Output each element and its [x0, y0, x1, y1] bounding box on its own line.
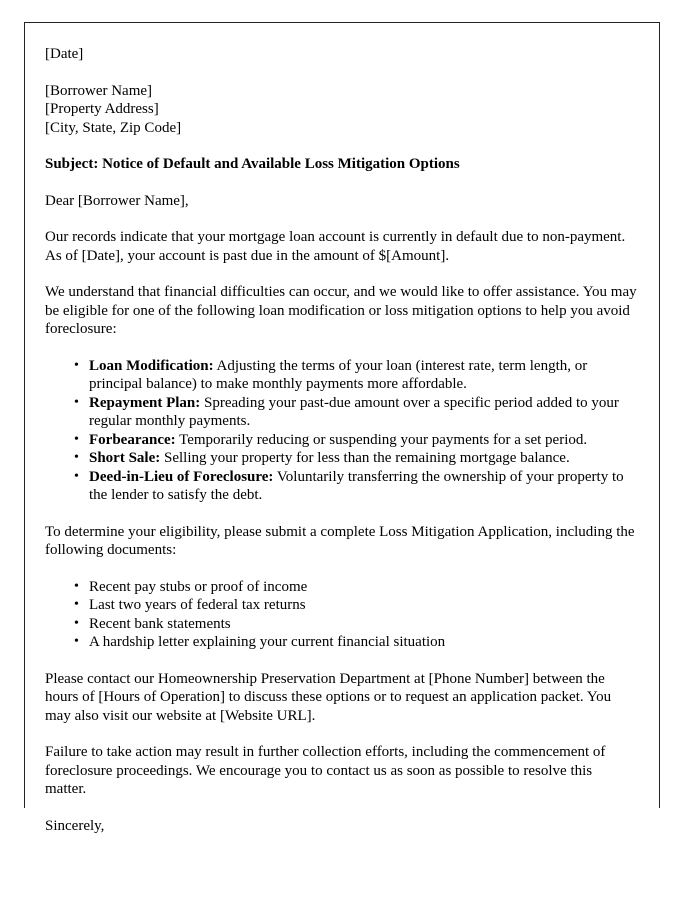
- option-term: Deed-in-Lieu of Foreclosure:: [89, 468, 274, 485]
- list-item: [74, 357, 637, 394]
- recipient-city-state-zip: [City, State, Zip Code]: [45, 119, 182, 136]
- letter-body: [45, 45, 637, 835]
- option-term: Short Sale:: [89, 450, 161, 466]
- loss-mitigation-options-list: [45, 357, 637, 505]
- paragraph-eligibility: To determine your eligibility, please submit a complete Loss Mitigation Application, including the following documents:: [45, 523, 635, 558]
- option-term: Repayment Plan:: [89, 394, 201, 411]
- option-description: Selling your property for less than the remaining mortgage balance.: [160, 450, 570, 466]
- option-description: Adjusting the terms of your loan (interest rate, term length, or principal balance) to make monthly payments more affordable.: [89, 357, 588, 392]
- recipient-name: [Borrower Name]: [45, 82, 153, 99]
- list-item: • A hardship letter explaining your current financial situation: [74, 633, 637, 652]
- closing-line: Sincerely,: [45, 817, 105, 834]
- recipient-property-address: [Property Address]: [45, 101, 159, 117]
- list-item: [74, 394, 637, 431]
- list-item: [74, 431, 637, 450]
- paragraph-assistance-intro: We understand that financial difficulties can occur, and we would like to offer assistance. You may be eligible for one of the following loan modification or loss mitigation options to help you avoid foreclosure:: [45, 284, 637, 337]
- required-documents-list: [45, 578, 637, 652]
- subject-line: Subject: Notice of Default and Available Loss Mitigation Options: [45, 156, 460, 172]
- option-term: Loan Modification:: [89, 357, 214, 374]
- list-item: • Recent pay stubs or proof of income: [74, 578, 637, 597]
- date-line: [Date]: [45, 46, 84, 62]
- list-item: [74, 468, 637, 505]
- document-page: [24, 22, 660, 834]
- option-description: Voluntarily transferring the ownership of your property to the lender to satisfy the debt.: [89, 468, 624, 503]
- paragraph-failure-warning: Failure to take action may result in further collection efforts, including the commencement of foreclosure proceedings. We encourage you to contact us as soon as possible to resolve this matter.: [45, 744, 606, 797]
- option-description: Temporarily reducing or suspending your payments for a set period.: [175, 431, 588, 448]
- list-item: [74, 449, 637, 468]
- recipient-address-block: [45, 82, 637, 138]
- salutation: Dear [Borrower Name],: [45, 192, 189, 209]
- option-description: Spreading your past-due amount over a specific period added to your regular monthly payments.: [89, 394, 619, 429]
- paragraph-default-notice: Our records indicate that your mortgage loan account is currently in default due to non-payment. As of [Date], your account is past due in the amount of $[Amount].: [45, 229, 626, 264]
- list-item: • Last two years of federal tax returns: [74, 596, 637, 615]
- list-item: • Recent bank statements: [74, 615, 637, 634]
- option-term: Forbearance:: [89, 431, 176, 448]
- paragraph-contact-info: Please contact our Homeownership Preservation Department at [Phone Number] between the hours of [Hours of Operation] to discuss these options or to request an application packet. You may also visit our website at [Website URL].: [45, 670, 612, 724]
